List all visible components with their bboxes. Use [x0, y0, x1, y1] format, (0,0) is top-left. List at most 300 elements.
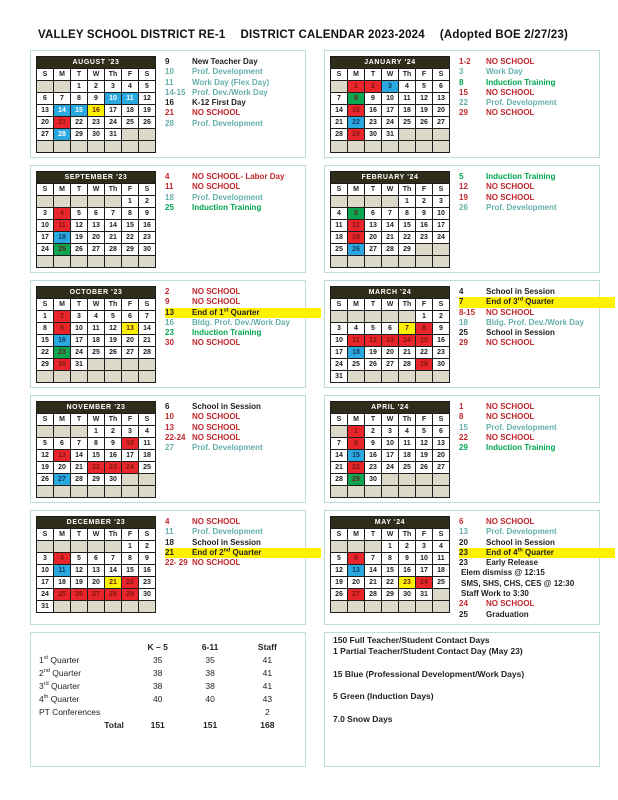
weekday-header: M — [54, 184, 71, 196]
day-cell: 18 — [54, 577, 71, 589]
empty-cell — [37, 486, 54, 498]
note-row — [165, 172, 284, 182]
day-cell: 26 — [139, 117, 156, 129]
summary-cell: 40 — [205, 693, 215, 704]
day-cell: 23 — [416, 232, 433, 244]
empty-cell — [54, 541, 71, 553]
weekday-header: M — [348, 299, 365, 311]
weekday-header: F — [122, 299, 139, 311]
day-cell: 24 — [122, 462, 139, 474]
day-cell: 8 — [399, 208, 416, 220]
empty-cell — [88, 486, 105, 498]
day-cell: 4 — [433, 541, 450, 553]
note-date: 9 — [165, 297, 170, 307]
weekday-header: S — [139, 299, 156, 311]
summary-cell: 41 — [262, 654, 273, 665]
calendar-title: DISTRICT CALENDAR 2023-2024 — [240, 29, 425, 41]
day-cell: 21 — [54, 117, 71, 129]
day-cell: 16 — [105, 450, 122, 462]
month-notes — [165, 515, 321, 568]
note-date: 1-2 — [459, 57, 471, 66]
note-date: 25 — [459, 609, 468, 619]
note-row — [165, 443, 263, 453]
day-cell: 18 — [331, 232, 348, 244]
day-cell: 23 — [433, 347, 450, 359]
note-row — [459, 423, 557, 433]
day-cell: 15 — [416, 335, 433, 347]
empty-cell — [71, 256, 88, 268]
day-cell: 7 — [365, 553, 382, 565]
day-cell: 3 — [71, 311, 88, 323]
day-cell: 21 — [105, 577, 122, 589]
note-text: Graduation — [486, 609, 529, 619]
day-cell: 12 — [331, 565, 348, 577]
day-cell: 30 — [88, 129, 105, 141]
day-cell: 7 — [105, 553, 122, 565]
day-cell: 28 — [331, 129, 348, 141]
empty-cell — [139, 474, 156, 486]
day-cell: 3 — [37, 208, 54, 220]
weekday-header: F — [122, 529, 139, 541]
summary-total-cell: Total — [104, 719, 124, 730]
day-cell: 30 — [105, 474, 122, 486]
summary-row — [39, 667, 297, 680]
note-text: K-12 First Day — [192, 98, 246, 108]
day-cell: 23 — [54, 347, 71, 359]
weekday-header: Th — [399, 184, 416, 196]
day-cell: 1 — [122, 196, 139, 208]
empty-cell — [348, 601, 365, 613]
day-cell: 1 — [37, 311, 54, 323]
day-cell: 20 — [122, 335, 139, 347]
summary-cell — [182, 706, 237, 719]
empty-cell — [433, 256, 450, 268]
day-cell: 28 — [71, 474, 88, 486]
day-cell: 24 — [331, 359, 348, 371]
note-date: 23 — [165, 328, 174, 338]
empty-cell — [105, 141, 122, 153]
month-title: MAY '24 — [331, 517, 450, 529]
weekday-header: M — [54, 299, 71, 311]
day-cell: 15 — [37, 335, 54, 347]
day-cell: 6 — [54, 438, 71, 450]
note-row — [165, 423, 263, 433]
note-row — [459, 297, 615, 307]
day-cell: 18 — [54, 232, 71, 244]
empty-cell — [105, 256, 122, 268]
day-cell: 6 — [37, 93, 54, 105]
empty-cell — [139, 129, 156, 141]
day-cell: 8 — [37, 323, 54, 335]
note-date: 8-15 — [459, 307, 476, 317]
day-cell: 20 — [37, 117, 54, 129]
note-date: 18 — [459, 317, 468, 327]
month-april-24 — [324, 395, 600, 503]
summary-total-cell: 151 — [203, 719, 218, 730]
empty-cell — [71, 141, 88, 153]
month-title: FEBRUARY '24 — [331, 172, 450, 184]
note-row — [165, 548, 321, 558]
day-cell: 2 — [54, 311, 71, 323]
empty-cell — [71, 601, 88, 613]
day-cell: 20 — [54, 462, 71, 474]
summary-cell: 38 — [205, 667, 215, 678]
day-cell: 14 — [71, 450, 88, 462]
note-text: NO SCHOOL — [486, 517, 535, 526]
empty-cell — [382, 256, 399, 268]
day-cell: 10 — [416, 553, 433, 565]
day-cell: 13 — [382, 335, 399, 347]
note-row — [459, 548, 615, 558]
note-row — [165, 328, 321, 338]
day-cell: 4 — [54, 208, 71, 220]
note-date: 18 — [165, 192, 174, 202]
day-cell: 3 — [382, 81, 399, 93]
day-cell: 16 — [433, 335, 450, 347]
day-cell: 5 — [365, 323, 382, 335]
day-cell: 25 — [433, 577, 450, 589]
day-cell: 11 — [399, 438, 416, 450]
day-cell: 11 — [433, 553, 450, 565]
day-cell: 22 — [382, 577, 399, 589]
weekday-header: F — [122, 184, 139, 196]
weekday-header: T — [71, 299, 88, 311]
note-date: 6 — [459, 517, 464, 526]
note-row — [459, 558, 615, 568]
day-cell: 29 — [416, 359, 433, 371]
day-cell: 10 — [433, 208, 450, 220]
note-text: NO SCHOOL — [192, 108, 241, 118]
weekday-header: S — [433, 69, 450, 81]
legend-notes-box — [324, 632, 600, 767]
empty-cell — [399, 311, 416, 323]
day-cell: 1 — [348, 426, 365, 438]
empty-cell — [331, 541, 348, 553]
day-cell: 22 — [122, 232, 139, 244]
note-text: NO SCHOOL — [486, 108, 535, 118]
note-date: 13 — [165, 307, 174, 317]
day-cell: 11 — [348, 335, 365, 347]
note-row — [165, 119, 269, 129]
day-cell: 21 — [139, 335, 156, 347]
month-notes — [459, 55, 557, 119]
calendar-table — [36, 516, 156, 613]
day-cell: 25 — [54, 589, 71, 601]
note-text: Prof. Development — [192, 118, 263, 128]
day-cell: 6 — [382, 323, 399, 335]
day-cell: 18 — [139, 450, 156, 462]
summary-row — [39, 693, 297, 706]
day-cell: 19 — [105, 335, 122, 347]
summary-cell: 35 — [205, 654, 215, 665]
weekday-header: S — [433, 299, 450, 311]
empty-cell — [122, 256, 139, 268]
day-cell: 20 — [382, 347, 399, 359]
weekday-header: W — [88, 184, 105, 196]
day-cell: 12 — [416, 93, 433, 105]
day-cell: 21 — [71, 462, 88, 474]
day-cell: 18 — [88, 335, 105, 347]
note-row — [165, 308, 321, 318]
empty-cell — [122, 371, 139, 383]
note-row — [459, 98, 557, 108]
day-cell: 12 — [348, 220, 365, 232]
empty-cell — [331, 311, 348, 323]
day-cell: 4 — [122, 81, 139, 93]
note-date: 13 — [165, 422, 174, 432]
note-text: Prof. Development — [192, 443, 263, 453]
note-row — [459, 527, 615, 537]
day-cell: 13 — [88, 565, 105, 577]
legend-line: 5 Green (Induction Days) — [333, 691, 434, 702]
empty-cell — [122, 359, 139, 371]
day-cell: 22 — [71, 117, 88, 129]
day-cell: 17 — [105, 105, 122, 117]
day-cell: 29 — [88, 474, 105, 486]
note-row — [165, 538, 321, 548]
summary-header: 6-11 — [201, 641, 219, 652]
summary-cell: 1st Quarter — [39, 654, 80, 665]
weekday-header: M — [54, 69, 71, 81]
day-cell: 17 — [382, 450, 399, 462]
weekday-header: S — [139, 184, 156, 196]
note-date: 15 — [459, 87, 468, 97]
day-cell: 24 — [382, 117, 399, 129]
empty-cell — [365, 371, 382, 383]
weekday-header: S — [331, 529, 348, 541]
day-cell: 20 — [433, 450, 450, 462]
weekday-header: T — [71, 184, 88, 196]
day-cell: 15 — [122, 220, 139, 232]
note-text: Prof. Development — [486, 422, 557, 432]
weekday-header: F — [416, 299, 433, 311]
day-cell: 1 — [382, 541, 399, 553]
month-title: OCTOBER '23 — [37, 287, 156, 299]
day-cell: 9 — [139, 208, 156, 220]
day-cell: 3 — [122, 426, 139, 438]
note-date: 29 — [459, 338, 468, 348]
empty-cell — [399, 601, 416, 613]
weekday-header: S — [331, 69, 348, 81]
day-cell: 8 — [348, 438, 365, 450]
day-cell: 15 — [122, 565, 139, 577]
weekday-header: S — [331, 299, 348, 311]
day-cell: 25 — [399, 462, 416, 474]
empty-cell — [122, 486, 139, 498]
note-date: 22 — [459, 98, 468, 108]
day-cell: 31 — [37, 601, 54, 613]
day-cell: 6 — [365, 208, 382, 220]
month-title: NOVEMBER '23 — [37, 402, 156, 414]
note-date: 5 — [459, 172, 464, 181]
note-row — [459, 338, 615, 348]
summary-cell: 2nd Quarter — [39, 667, 82, 678]
note-text: NO SCHOOL — [486, 192, 535, 202]
empty-cell — [88, 359, 105, 371]
day-cell: 11 — [331, 220, 348, 232]
summary-cell: 40 — [152, 693, 163, 704]
month-title: JANUARY '24 — [331, 57, 450, 69]
day-cell: 17 — [122, 450, 139, 462]
weekday-header: Th — [399, 414, 416, 426]
legend-line: 150 Full Teacher/Student Contact Days — [333, 634, 490, 645]
summary-cell: 38 — [152, 667, 163, 678]
day-cell: 2 — [88, 81, 105, 93]
month-august-23 — [30, 50, 306, 158]
day-cell: 31 — [105, 129, 122, 141]
day-cell: 21 — [399, 347, 416, 359]
day-cell: 12 — [105, 323, 122, 335]
empty-cell — [105, 486, 122, 498]
weekday-header: S — [37, 184, 54, 196]
day-cell: 3 — [331, 323, 348, 335]
note-text: Prof. Development — [486, 202, 557, 212]
weekday-header: W — [382, 529, 399, 541]
day-cell: 9 — [88, 93, 105, 105]
note-date: 3 — [459, 67, 464, 77]
day-cell: 9 — [416, 208, 433, 220]
empty-cell — [365, 541, 382, 553]
summary-header: Staff — [257, 641, 277, 652]
empty-cell — [348, 541, 365, 553]
day-cell: 14 — [365, 565, 382, 577]
weekday-header: T — [365, 69, 382, 81]
note-row — [165, 78, 269, 88]
day-cell: 28 — [365, 589, 382, 601]
empty-cell — [54, 371, 71, 383]
empty-cell — [88, 601, 105, 613]
note-text: NO SCHOOL — [192, 558, 241, 568]
note-date: 6 — [165, 402, 170, 411]
day-cell: 13 — [37, 105, 54, 117]
day-cell: 5 — [71, 553, 88, 565]
day-cell: 4 — [399, 81, 416, 93]
empty-cell — [348, 311, 365, 323]
empty-cell — [348, 196, 365, 208]
note-row — [459, 108, 557, 118]
day-cell: 27 — [348, 589, 365, 601]
note-date: 21 — [165, 108, 174, 118]
summary-row — [39, 706, 297, 719]
day-cell: 19 — [416, 450, 433, 462]
empty-cell — [382, 371, 399, 383]
weekday-header: F — [416, 184, 433, 196]
note-row — [459, 182, 557, 192]
summary-cell: 38 — [152, 680, 163, 691]
note-text: Induction Training — [486, 172, 556, 181]
day-cell: 17 — [37, 232, 54, 244]
note-date: 22- 29 — [165, 558, 188, 568]
calendar-table — [36, 56, 156, 153]
day-cell: 16 — [139, 565, 156, 577]
day-cell: 11 — [139, 438, 156, 450]
day-cell: 22 — [37, 347, 54, 359]
weekday-header: W — [88, 529, 105, 541]
empty-cell — [88, 541, 105, 553]
day-cell: 18 — [433, 565, 450, 577]
note-date: 15 — [459, 422, 468, 432]
day-cell: 26 — [365, 359, 382, 371]
empty-cell — [331, 196, 348, 208]
note-text: NO SCHOOL — [486, 87, 535, 97]
note-row — [459, 443, 557, 453]
note-text: Induction Training — [192, 202, 262, 212]
day-cell: 13 — [54, 450, 71, 462]
note-text: NO SCHOOL — [192, 412, 241, 422]
empty-cell — [122, 474, 139, 486]
month-title: MARCH '24 — [331, 287, 450, 299]
day-cell: 6 — [433, 426, 450, 438]
month-notes — [165, 55, 269, 129]
empty-cell — [71, 371, 88, 383]
day-cell: 1 — [416, 311, 433, 323]
day-cell: 14 — [139, 323, 156, 335]
note-row — [459, 78, 557, 88]
day-cell: 3 — [382, 426, 399, 438]
weekday-header: S — [433, 529, 450, 541]
day-cell: 27 — [382, 359, 399, 371]
day-cell: 21 — [382, 232, 399, 244]
note-text: NO SCHOOL — [486, 599, 535, 609]
note-date: 10 — [165, 67, 174, 77]
note-row — [165, 57, 269, 67]
empty-cell — [139, 256, 156, 268]
summary-total-cell: 168 — [260, 719, 275, 730]
day-cell: 21 — [331, 462, 348, 474]
legend-line: 15 Blue (Professional Development/Work Days) — [333, 668, 525, 679]
note-text: NO SCHOOL — [192, 182, 241, 192]
day-cell: 26 — [416, 462, 433, 474]
day-cell: 11 — [88, 323, 105, 335]
note-date: 30 — [165, 338, 174, 348]
day-cell: 23 — [365, 117, 382, 129]
empty-cell — [71, 196, 88, 208]
empty-cell — [54, 426, 71, 438]
note-date: 2 — [165, 287, 170, 296]
note-row — [165, 287, 321, 297]
day-cell: 23 — [139, 232, 156, 244]
day-cell: 7 — [399, 323, 416, 335]
month-title: DECEMBER '23 — [37, 517, 156, 529]
note-row — [165, 98, 269, 108]
empty-cell — [88, 196, 105, 208]
weekday-header: F — [122, 414, 139, 426]
day-cell: 13 — [348, 565, 365, 577]
day-cell: 24 — [71, 347, 88, 359]
weekday-header: Th — [399, 69, 416, 81]
month-notes — [459, 515, 615, 620]
calendar-table — [330, 56, 450, 153]
day-cell: 4 — [54, 553, 71, 565]
day-cell: 23 — [399, 577, 416, 589]
note-row — [165, 88, 269, 98]
note-row — [459, 412, 557, 422]
note-row — [165, 203, 284, 213]
weekday-header: W — [88, 69, 105, 81]
note-row — [459, 517, 615, 527]
day-cell: 29 — [348, 474, 365, 486]
day-cell: 31 — [416, 589, 433, 601]
weekday-header: S — [139, 69, 156, 81]
day-cell: 7 — [71, 438, 88, 450]
legend-gap — [333, 703, 591, 714]
day-cell: 28 — [54, 129, 71, 141]
day-cell: 30 — [54, 359, 71, 371]
note-date: 21 — [165, 547, 174, 557]
day-cell: 24 — [416, 577, 433, 589]
empty-cell — [54, 256, 71, 268]
note-text: New Teacher Day — [192, 57, 258, 66]
